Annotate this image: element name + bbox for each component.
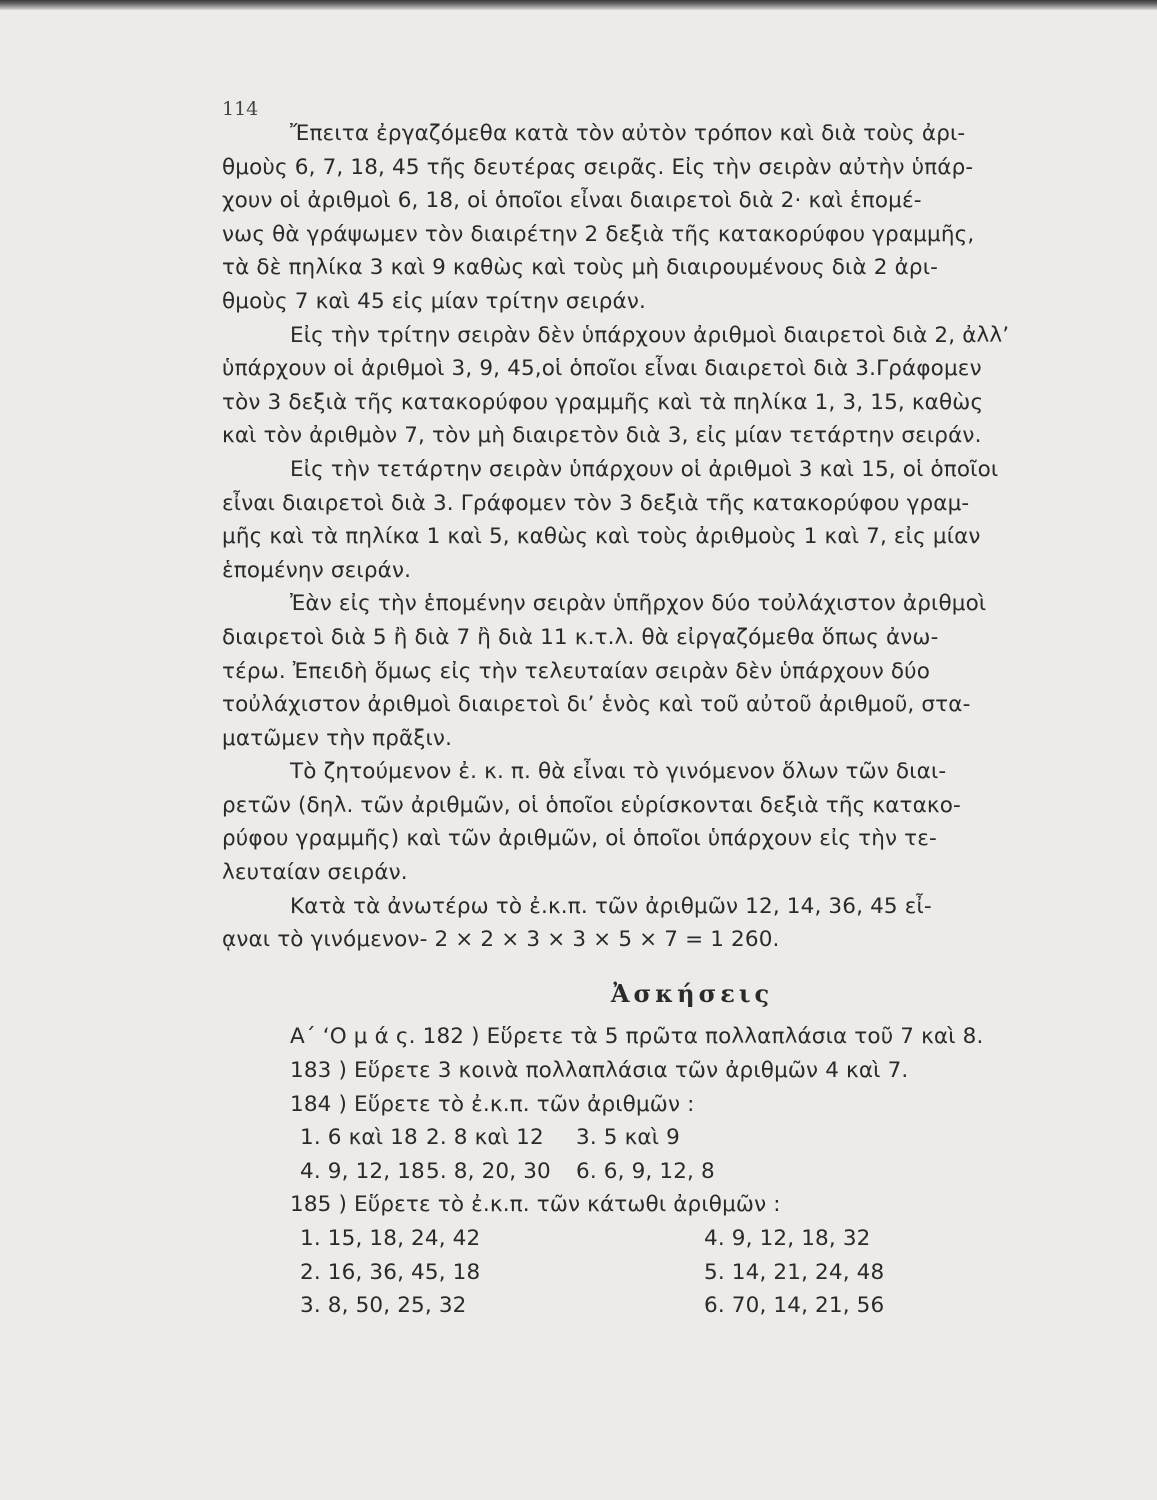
text-line: διαιρετοὶ διὰ 5 ἢ διὰ 7 ἢ διὰ 11 κ.τ.λ. θὰ εἰργαζόμεθα ὅπως ἀνω-	[222, 624, 939, 650]
text-line: ὑπάρχουν οἱ ἀριθμοὶ 3, 9, 45,οἱ ὁποῖοι εἶναι διαιρετοὶ διὰ 3.Γράφομεν	[222, 356, 982, 382]
paragraph	[222, 117, 1102, 319]
exercise-line: 183 ) Εὕρετε 3 κοινὰ πολλαπλάσια τῶν ἀριθμῶν 4 καὶ 7.	[290, 1058, 909, 1084]
text-line: θμοὺς 6, 7, 18, 45 τῆς δευτέρας σειρᾶς. Εἰς τὴν σειρὰν αὐτὴν ὑπάρ-	[222, 154, 974, 180]
text-line: καὶ τὸν ἀριθμὸν 7, τὸν μὴ διαιρετὸν διὰ 3, εἰς μίαν τετάρτην σειράν.	[222, 423, 982, 449]
exercise-185-items	[222, 1222, 1102, 1323]
text-line: λευταίαν σειράν.	[222, 860, 408, 886]
text-line: νως θὰ γράψωμεν τὸν διαιρέτην 2 δεξιὰ τῆς κατακορύφου γραμμῆς,	[222, 221, 975, 247]
paragraph	[222, 319, 1102, 453]
text-line: εἶναι διαιρετοὶ διὰ 3. Γράφομεν τὸν 3 δεξιὰ τῆς κατακορύφου γραμ-	[222, 490, 970, 516]
text-line: τοὐλάχιστον ἀριθμοὶ διαιρετοὶ δι’ ἑνὸς καὶ τοῦ αὐτοῦ ἀριθμοῦ, στα-	[222, 692, 971, 718]
text-line: τὸν 3 δεξιὰ τῆς κατακορύφου γραμμῆς καὶ τὰ πηλίκα 1, 3, 15, καθὼς	[222, 389, 984, 415]
scan-top-edge	[0, 0, 1157, 10]
exercise-item: 6. 70, 14, 21, 56	[704, 1293, 885, 1319]
page-body	[222, 117, 1102, 1323]
exercises-heading: Ἀσκήσεις	[610, 978, 774, 1008]
exercise-item: 3. 8, 50, 25, 32	[300, 1293, 467, 1319]
text-line: ματῶμεν τὴν πρᾶξιν.	[222, 725, 453, 751]
text-line: χουν οἱ ἀριθμοὶ 6, 18, οἱ ὁποῖοι εἶναι διαιρετοὶ διὰ 2· καὶ ἑπομέ-	[222, 188, 922, 214]
text-line: ρετῶν (δηλ. τῶν ἀριθμῶν, οἱ ὁποῖοι εὑρίσκονται δεξιὰ τῆς κατακο-	[222, 792, 961, 818]
exercise-item: 2. 16, 36, 45, 18	[300, 1259, 481, 1285]
paragraph	[222, 453, 1102, 587]
paragraph	[222, 890, 1102, 957]
exercise-line: 185 ) Εὕρετε τὸ ἐ.κ.π. τῶν κάτωθι ἀριθμῶν :	[290, 1192, 781, 1218]
exercise-item: 1. 15, 18, 24, 42	[300, 1226, 481, 1251]
paragraph	[222, 587, 1102, 755]
exercise-184-items	[222, 1121, 1102, 1188]
exercise-item: 4. 9, 12, 18	[300, 1158, 425, 1184]
text-line: Κατὰ τὰ ἀνωτέρω τὸ ἐ.κ.π. τῶν ἀριθμῶν 12, 14, 36, 45 εἶ-	[290, 893, 932, 919]
text-line: Τὸ ζητούμενον ἐ. κ. π. θὰ εἶναι τὸ γινόμενον ὅλων τῶν διαι-	[290, 759, 947, 785]
exercise-line: Α΄ ‘Ο μ ά ς. 182 ) Εὕρετε τὰ 5 πρῶτα πολλαπλάσια τοῦ 7 καὶ 8.	[290, 1024, 984, 1050]
paragraph	[222, 755, 1102, 889]
exercise-item: 6. 6, 9, 12, 8	[576, 1158, 715, 1184]
page-number: 114	[222, 98, 259, 120]
text-line: ᾳναι τὸ γινόμενον- 2 × 2 × 3 × 3 × 5 × 7 = 1 260.	[222, 927, 780, 953]
text-line: Ἔπειτα ἐργαζόμεθα κατὰ τὸν αὐτὸν τρόπον καὶ διὰ τοὺς ἀρι-	[290, 121, 966, 146]
text-line: Εἰς τὴν τρίτην σειρὰν δὲν ὑπάρχουν ἀριθμοὶ διαιρετοὶ διὰ 2, ἀλλ’	[290, 322, 1010, 348]
exercise-item: 5. 14, 21, 24, 48	[704, 1259, 885, 1285]
text-line: μῆς καὶ τὰ πηλίκα 1 καὶ 5, καθὼς καὶ τοὺς ἀριθμοὺς 1 καὶ 7, εἰς μίαν	[222, 524, 981, 550]
text-line: ρύφου γραμμῆς) καὶ τῶν ἀριθμῶν, οἱ ὁποῖοι ὑπάρχουν εἰς τὴν τε-	[222, 826, 937, 852]
exercise-item: 3. 5 καὶ 9	[576, 1125, 680, 1151]
exercise-line: 184 ) Εὕρετε τὸ ἐ.κ.π. τῶν ἀριθμῶν :	[290, 1091, 695, 1117]
text-line: Ἐὰν εἰς τὴν ἑπομένην σειρὰν ὑπῆρχον δύο τοὐλάχιστον ἀριθμοὶ	[290, 591, 987, 617]
text-line: τέρω. Ἐπειδὴ ὅμως εἰς τὴν τελευταίαν σειρὰν δὲν ὑπάρχουν δύο	[222, 658, 931, 684]
text-line: ἑπομένην σειράν.	[222, 557, 412, 583]
exercises-section	[222, 1020, 1102, 1322]
text-line: Εἰς τὴν τετάρτην σειρὰν ὑπάρχουν οἱ ἀριθμοὶ 3 καὶ 15, οἱ ὁποῖοι	[290, 456, 999, 482]
text-line: τὰ δὲ πηλίκα 3 καὶ 9 καθὼς καὶ τοὺς μὴ διαιρουμένους διὰ 2 ἀρι-	[222, 255, 939, 281]
exercise-item: 2. 8 καὶ 12	[426, 1125, 544, 1151]
text-line: θμοὺς 7 καὶ 45 εἰς μίαν τρίτην σειράν.	[222, 288, 647, 314]
exercise-item: 5. 8, 20, 30	[426, 1158, 551, 1184]
exercise-item: 1. 6 καὶ 18	[300, 1125, 418, 1151]
exercise-item: 4. 9, 12, 18, 32	[704, 1226, 871, 1251]
